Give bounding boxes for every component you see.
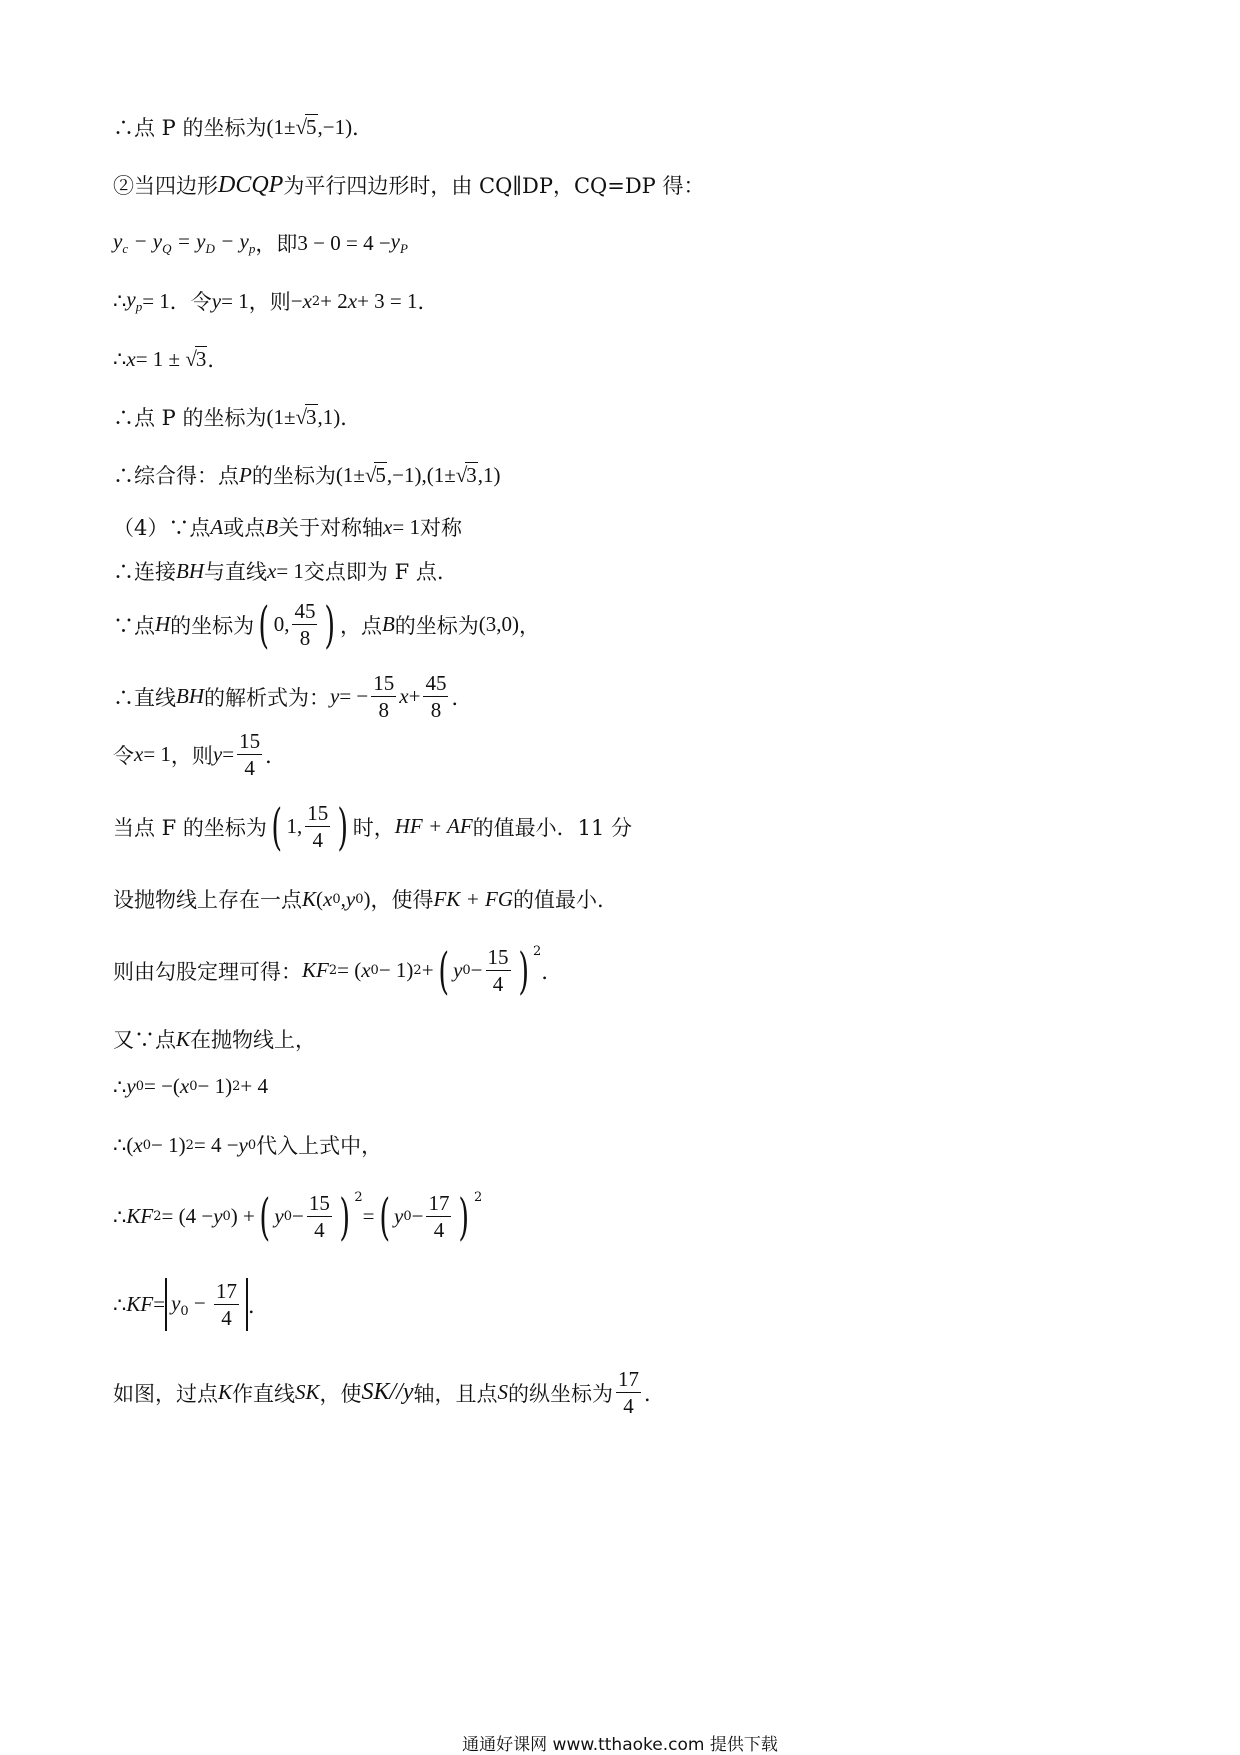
line-20: ∴ KF = $y_0$ − $\frac{17}{4}$ ． [113,1279,270,1330]
line-5: ∴ x = 1 ± √ 3 ． [113,346,229,372]
line-2: ②当四边形 DCQP 为平行四边形时，由 CQ∥DP，CQ=DP 得： [113,171,705,198]
page-footer: 通通好课网 www.tthaoke.com 提供下载 [462,1735,778,1755]
line-7: ∴综合得：点 P 的坐标为 (1±√ 5 ,−1),(1±√ 3 ,1) [113,462,501,488]
line-4: ∴ $y_p$ = 1 ．令 y = 1 ，则 − x 2 + 2 x + 3 = 1 ． [113,286,439,315]
line-6: ∴点 P 的坐标为 (1±√ 3 ,1) ． [113,404,362,430]
line-1: ∴点 P 的坐标为 (1± √ 5 ,−1) ． [113,114,374,140]
line-18: ∴ ( x 0 − 1) 2 = 4 − y 0 代入上式中， [113,1132,383,1158]
line-12: 令 x = 1 ，则 y = $\frac{15}{4}$ ． [113,729,287,780]
line-17: ∴ y 0 = −( x 0 − 1) 2 + 4 [113,1074,268,1099]
line-3: $y_c - y_Q = y_D - y_p$ ，即 3 − 0 = 4 − $y_P$ [113,228,408,257]
line-14: 设抛物线上存在一点 K ( x 0 , y 0 ) ，使得 FK + FG 的值最小. [113,886,604,912]
line-10: ∵点 H 的坐标为 ( 0, $\frac{45}{8}$ ) ，点 B 的坐标为 (3,0) ， [113,595,541,654]
line-15: 则由勾股定理可得： KF 2 = ( x 0 − 1) 2 + ( y 0 − $\frac{15}{4}$ ) $^2$ ． [113,941,563,1000]
line-19: ∴ KF 2 = (4 − y 0 ) + ( y 0 − $\frac{15}{4}$ ) $^2$ = ( y 0 − $\frac{17}{4}$ ) $^2$ [113,1187,483,1246]
line-11: ∴直线 BH 的解析式为： y = − $\frac{15}{8}$ x + $\frac{45}{8}$ ． [113,671,473,722]
line-13: 当点 F 的坐标为 ( 1, $\frac{15}{4}$ ) 时， HF + AF 的值最小．11 分 [113,797,633,856]
line-8: （4）∵点 A 或点 B 关于对称轴 x = 1 对称 [113,514,462,540]
line-9: ∴连接 BH 与直线 x = 1 交点即为 F 点. [113,558,444,584]
line-16: 又∵点 K 在抛物线上， [113,1026,317,1052]
line-21: 如图，过点 K 作直线 SK ，使 SK//y 轴，且点 S 的纵坐标为 $\frac{17}{4}$ ． [113,1367,666,1418]
